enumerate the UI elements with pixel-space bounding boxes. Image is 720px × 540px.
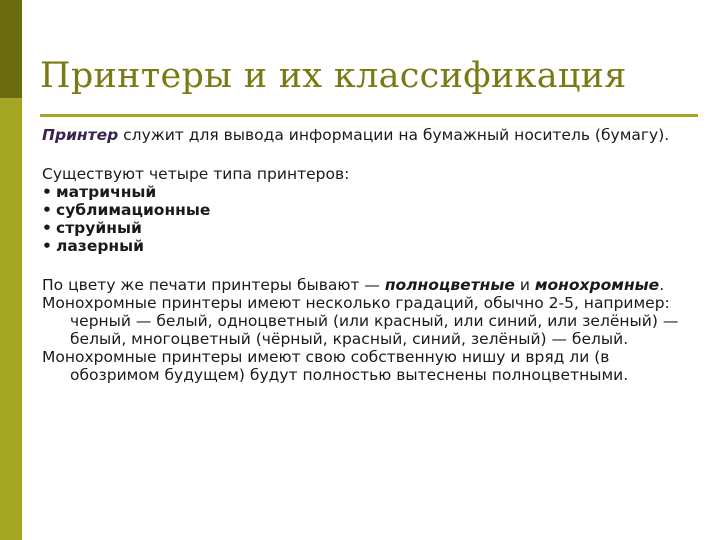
bullet-icon: • (42, 237, 52, 255)
list-item (42, 219, 692, 237)
color-types-end: . (659, 276, 665, 294)
bullet-icon: • (42, 201, 52, 219)
slide-title: Принтеры и их классификация (40, 56, 627, 96)
color-types-before: По цвету же печати принтеры бывают — (42, 276, 385, 294)
bullet-icon: • (42, 183, 52, 201)
list-item-label: струйный (56, 219, 142, 237)
color-types-middle: и (514, 276, 535, 294)
slide-body (42, 126, 692, 384)
mono-gradations-paragraph: Монохромные принтеры имеют несколько градаций, обычно 2-5, например: черный — белый, одноцветный (или красный, или синий, или зелёный) — белый, многоцветный (чёрный, красный, синий, зелёный) — белый. (42, 294, 679, 348)
printer-definition (42, 126, 692, 144)
full-color-term: полноцветные (384, 276, 515, 294)
list-item-label: лазерный (56, 237, 145, 255)
mono-niche-paragraph: Монохромные принтеры имеют свою собственную нишу и вряд ли (в обозримом будущем) будут полностью вытеснены полноцветными. (42, 348, 629, 384)
list-item (42, 237, 692, 255)
printer-definition-text: служит для вывода информации на бумажный носитель (бумагу). (118, 126, 670, 144)
spacer (42, 255, 692, 276)
printer-types-list (42, 183, 692, 255)
color-types-paragraph (42, 276, 692, 294)
list-item (42, 201, 692, 219)
title-underline (40, 114, 698, 117)
mono-term: монохромные (534, 276, 660, 294)
list-item-label: сублимационные (56, 201, 211, 219)
bullet-icon: • (42, 219, 52, 237)
types-intro: Существуют четыре типа принтеров: (42, 165, 350, 183)
list-item-label: матричный (56, 183, 157, 201)
side-bar-top (0, 0, 22, 98)
printer-term: Принтер (42, 126, 119, 144)
spacer (42, 144, 692, 165)
list-item (42, 183, 692, 201)
